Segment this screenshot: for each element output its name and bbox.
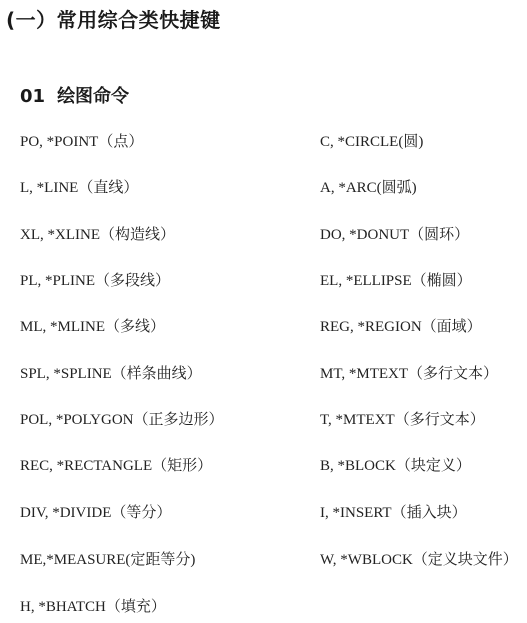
command-item: W, *WBLOCK（定义块文件） bbox=[320, 552, 518, 568]
subsection-number: 01 bbox=[20, 86, 46, 107]
command-item: ME,*MEASURE(定距等分) bbox=[20, 552, 196, 568]
command-item: SPL, *SPLINE（样条曲线） bbox=[20, 366, 202, 382]
section-title: (一）常用综合类快捷键 bbox=[6, 8, 221, 32]
command-item: REG, *REGION（面域） bbox=[320, 319, 482, 335]
command-item: REC, *RECTANGLE（矩形） bbox=[20, 458, 213, 474]
command-item: L, *LINE（直线） bbox=[20, 180, 139, 196]
command-item: I, *INSERT（插入块） bbox=[320, 505, 467, 521]
command-item: PO, *POINT（点） bbox=[20, 134, 144, 150]
subsection-title: 绘图命令 bbox=[57, 86, 130, 107]
command-item: DO, *DONUT（圆环） bbox=[320, 227, 470, 243]
command-item: ML, *MLINE（多线） bbox=[20, 319, 165, 335]
command-item: EL, *ELLIPSE（椭圆） bbox=[320, 273, 472, 289]
command-item: PL, *PLINE（多段线） bbox=[20, 273, 171, 289]
command-item: C, *CIRCLE(圆) bbox=[320, 134, 424, 150]
command-item: DIV, *DIVIDE（等分） bbox=[20, 505, 172, 521]
command-item: XL, *XLINE（构造线） bbox=[20, 227, 175, 243]
command-item: A, *ARC(圆弧) bbox=[320, 180, 417, 196]
command-item: MT, *MTEXT（多行文本） bbox=[320, 366, 499, 382]
command-item: H, *BHATCH（填充） bbox=[20, 599, 166, 615]
command-item: T, *MTEXT（多行文本） bbox=[320, 412, 485, 428]
command-item: POL, *POLYGON（正多边形） bbox=[20, 412, 224, 428]
command-item: B, *BLOCK（块定义） bbox=[320, 458, 471, 474]
